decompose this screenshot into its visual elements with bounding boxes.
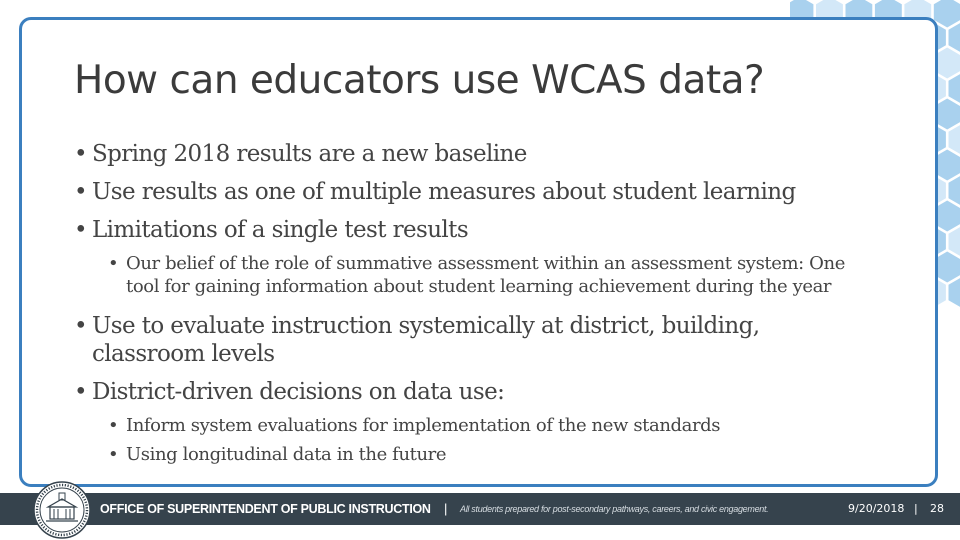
slide-title: How can educators use WCAS data?: [74, 58, 765, 103]
bullet-text: Use results as one of multiple measures about student learning: [92, 179, 796, 205]
bullet-item: [74, 178, 834, 206]
bullet-dot-icon: •: [108, 415, 119, 436]
bullet-dot-icon: •: [108, 444, 119, 465]
footer-bar: [0, 493, 960, 525]
bullet-text: Our belief of the role of summative assessment within an assessment system: One tool for gaining information about student learning achievement during the year: [126, 253, 845, 297]
office-name: OFFICE OF SUPERINTENDENT OF PUBLIC INSTRUCTION: [100, 502, 431, 516]
hexagon-shape: [949, 124, 960, 155]
bullet-item: [74, 216, 834, 244]
footer-tagline: All students prepared for post-secondary pathways, careers, and civic engagement.: [460, 504, 769, 514]
sub-bullet-item: [108, 414, 834, 437]
hexagon-shape: [949, 73, 960, 104]
bullet-dot-icon: •: [74, 379, 87, 405]
page-separator: |: [914, 502, 918, 515]
hexagon-shape: [949, 175, 960, 206]
hexagon-shape: [934, 0, 960, 28]
bullet-dot-icon: •: [74, 179, 87, 205]
bullet-dot-icon: •: [74, 217, 87, 243]
bullet-item: [74, 312, 792, 368]
state-seal-icon: [30, 479, 94, 539]
bullet-text: Spring 2018 results are a new baseline: [92, 141, 527, 167]
hexagon-shape: [949, 226, 960, 257]
bullet-text: Using longitudinal data in the future: [126, 444, 447, 465]
bullet-dot-icon: •: [74, 313, 87, 339]
sub-bullet-item: [108, 443, 834, 466]
bullet-dot-icon: •: [74, 141, 87, 167]
bullet-item: [74, 140, 834, 168]
hexagon-shape: [949, 277, 960, 308]
bullet-list: [74, 140, 845, 466]
slide-date: 9/20/2018: [848, 502, 905, 515]
sub-bullet-item: [108, 252, 866, 298]
footer-separator: |: [444, 501, 448, 516]
bullet-text: Limitations of a single test results: [92, 217, 469, 243]
hexagon-shape: [949, 22, 960, 53]
bullet-text: District-driven decisions on data use:: [92, 379, 505, 405]
bullet-text: Use to evaluate instruction systemically at district, building, classroom levels: [92, 313, 760, 367]
bullet-item: [74, 378, 834, 406]
bullet-text: Inform system evaluations for implementation of the new standards: [126, 415, 721, 436]
page-number: 28: [930, 502, 944, 515]
bullet-dot-icon: •: [108, 253, 119, 274]
